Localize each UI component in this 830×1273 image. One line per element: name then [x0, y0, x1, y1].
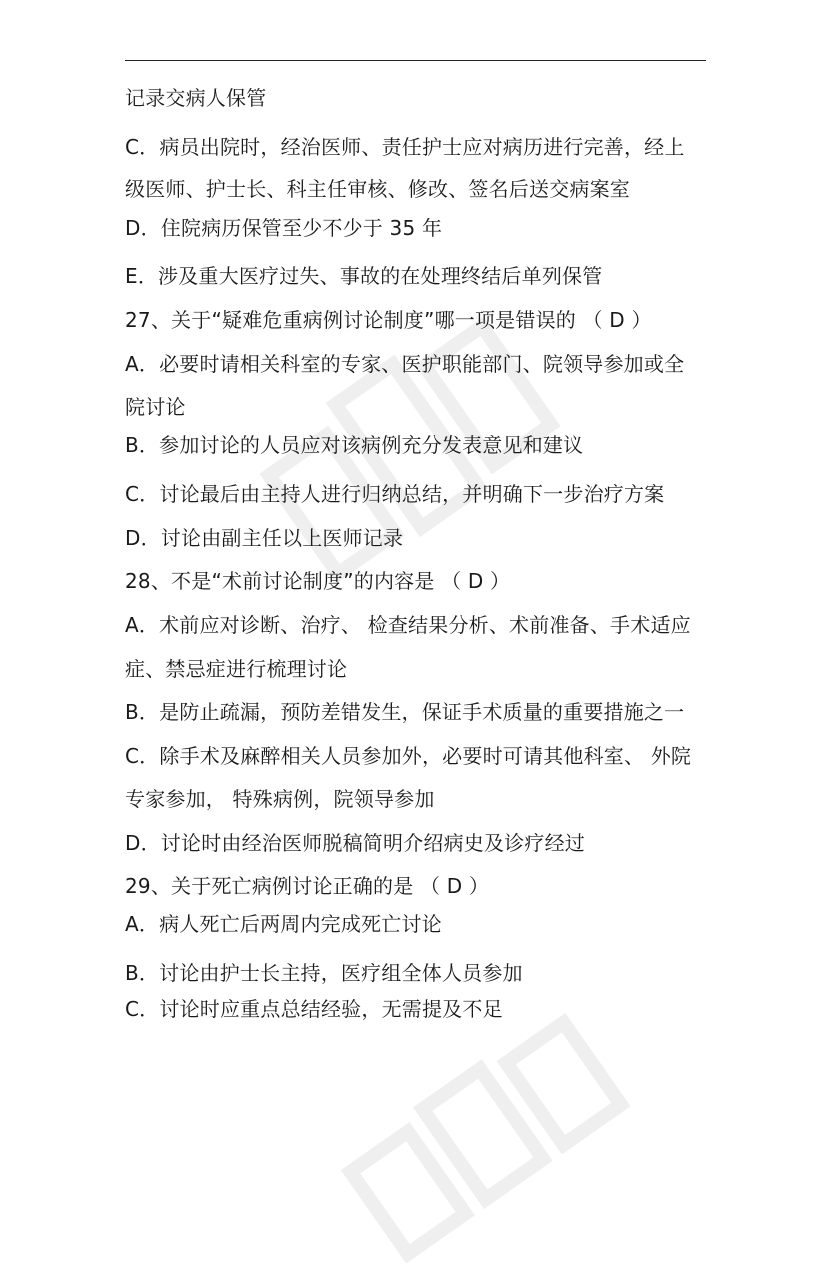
question-29: 29、关于死亡病例讨论正确的是 （ D ） — [125, 874, 490, 898]
text-line: B．讨论由护士长主持，医疗组全体人员参加 — [125, 961, 523, 985]
header-rule — [125, 60, 706, 61]
text-line: C．病员出院时，经治医师、责任护士应对病历进行完善，经上 — [125, 135, 685, 159]
text-line: D．住院病历保管至少不少于 35 年 — [125, 216, 443, 240]
text-line: E．涉及重大医疗过失、事故的在处理终结后单列保管 — [125, 264, 603, 288]
text-line: C．讨论时应重点总结经验，无需提及不足 — [125, 997, 503, 1021]
text-line: B．是防止疏漏，预防差错发生，保证手术质量的重要措施之一 — [125, 700, 685, 724]
text-line: 专家参加， 特殊病例，院领导参加 — [125, 787, 435, 811]
question-28: 28、不是“术前讨论制度”的内容是 （ D ） — [125, 569, 511, 593]
text-line: A．术前应对诊断、治疗、 检查结果分析、术前准备、手术适应 — [125, 613, 691, 637]
text-line: C．除手术及麻醉相关人员参加外，必要时可请其他科室、 外院 — [125, 744, 692, 768]
text-line: 院讨论 — [125, 395, 186, 419]
text-line: 记录交病人保管 — [125, 86, 267, 110]
text-line: C．讨论最后由主持人进行归纳总结，并明确下一步治疗方案 — [125, 482, 665, 506]
question-27: 27、关于“疑难危重病例讨论制度”哪一项是错误的 （ D ） — [125, 308, 652, 332]
text-line: D．讨论由副主任以上医师记录 — [125, 526, 404, 550]
text-line: D．讨论时由经治医师脱稿简明介绍病史及诊疗经过 — [125, 831, 585, 855]
watermark-bottom — [317, 987, 643, 1273]
text-line: A．必要时请相关科室的专家、医护职能部门、院领导参加或全 — [125, 352, 685, 376]
text-line: 级医师、护士长、科主任审核、修改、签名后送交病案室 — [125, 177, 630, 201]
text-line: 症、禁忌症进行梳理讨论 — [125, 657, 348, 681]
text-line: A．病人死亡后两周内完成死亡讨论 — [125, 912, 442, 936]
text-line: B．参加讨论的人员应对该病例充分发表意见和建议 — [125, 433, 584, 457]
